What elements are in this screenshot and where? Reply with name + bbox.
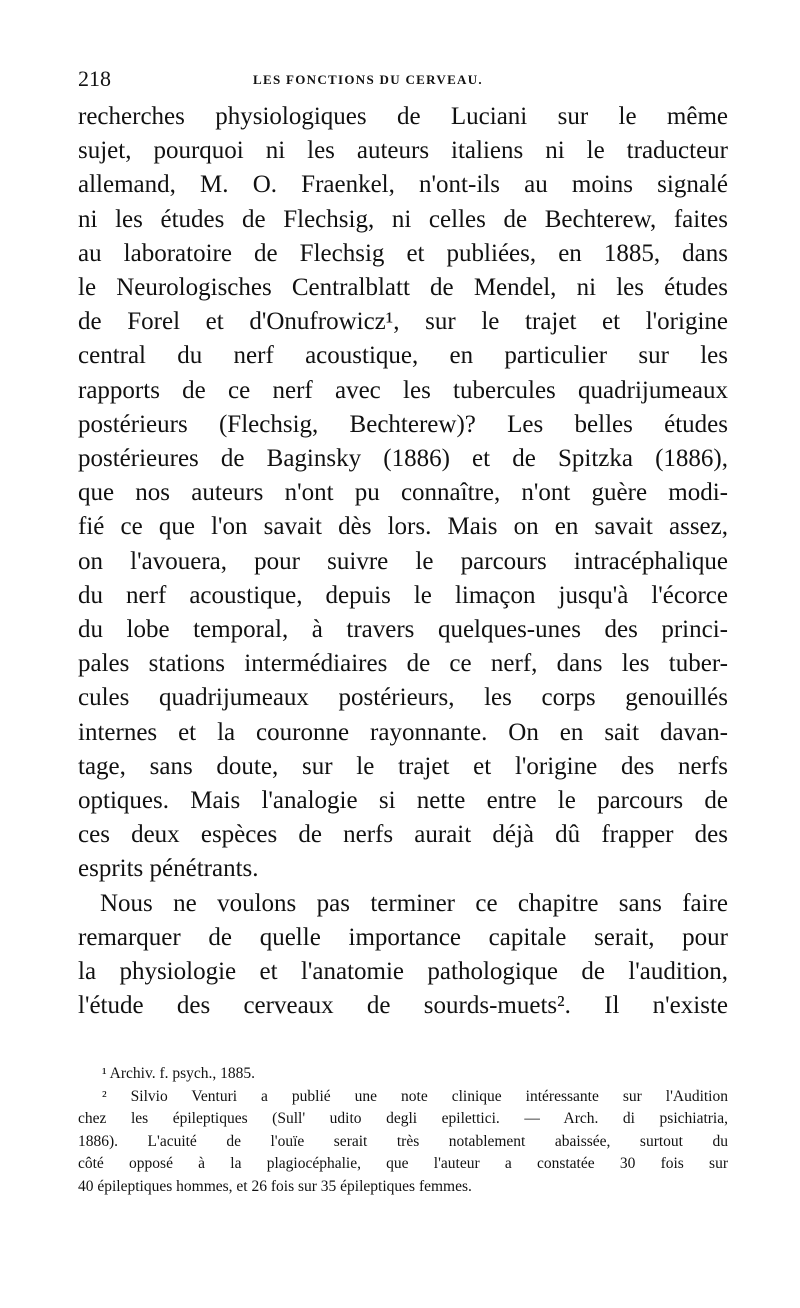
text-line: la physiologie et l'anatomie pathologique de l'audition, (78, 958, 728, 986)
text-line: cules quadrijumeaux postérieurs, les corps genouillés (78, 684, 728, 712)
text-line: recherches physiologiques de Luciani sur le même (78, 103, 728, 130)
footnote-line: ² Silvio Venturi a publié une note clinique intéressante sur l'Audition (102, 1087, 728, 1105)
text-line: central du nerf acoustique, en particulier sur les (78, 342, 728, 370)
footnote-line: 1886). L'acuité de l'ouïe serait très notablement abaissée, surtout du (78, 1132, 728, 1150)
text-line: remarquer de quelle importance capitale serait, pour (78, 923, 728, 951)
text-line: postérieurs (Flechsig, Bechterew)? Les belles études (78, 410, 728, 438)
text-line: de Forel et d'Onufrowicz¹, sur le trajet et l'origine (78, 308, 728, 336)
body-text (78, 100, 728, 1023)
book-page (78, 60, 728, 1198)
text-line: du lobe temporal, à travers quelques-unes des princi- (78, 616, 728, 644)
text-line: sujet, pourquoi ni les auteurs italiens ni le traducteur (78, 137, 728, 165)
text-line: rapports de ce nerf avec les tubercules quadrijumeaux (78, 376, 728, 404)
text-line: postérieures de Baginsky (1886) et de Spitzka (1886), (78, 445, 728, 473)
text-line: ni les études de Flechsig, ni celles de Bechterew, faites (78, 205, 728, 233)
footnote-line: chez les épileptiques (Sull' udito degli epilettici. — Arch. di psichiatria, (78, 1110, 728, 1128)
text-line: esprits pénétrants. (78, 855, 259, 883)
footnote-line: ¹ Archiv. f. psych., 1885. (102, 1065, 256, 1083)
text-line: pales stations intermédiaires de ce nerf, dans les tuber- (78, 650, 728, 678)
paragraph-1 (78, 100, 728, 887)
text-line: du nerf acoustique, depuis le limaçon jusqu'à l'écorce (78, 581, 728, 609)
footnote-line: côté opposé à la plagiocéphalie, que l'auteur a constatée 30 fois sur (78, 1155, 728, 1173)
running-head (78, 60, 728, 100)
text-line: le Neurologisches Centralblatt de Mendel, ni les études (78, 274, 728, 302)
footnotes (78, 1063, 728, 1198)
text-line: Nous ne voulons pas terminer ce chapitre sans faire (100, 889, 728, 917)
paragraph-2 (78, 887, 728, 1024)
text-line: fié ce que l'on savait dès lors. Mais on en savait assez, (78, 513, 728, 541)
footnote-line: 40 épileptiques hommes, et 26 fois sur 35 épileptiques femmes. (78, 1177, 472, 1195)
text-line: tage, sans doute, sur le trajet et l'origine des nerfs (78, 752, 728, 780)
text-line: ces deux espèces de nerfs aurait déjà dû frapper des (78, 821, 728, 849)
text-line: optiques. Mais l'analogie si nette entre le parcours de (78, 787, 728, 815)
text-line: au laboratoire de Flechsig et publiées, en 1885, dans (78, 239, 728, 267)
page-number: 218 (78, 66, 111, 91)
text-line: internes et la couronne rayonnante. On en sait davan- (78, 718, 728, 746)
text-line: on l'avouera, pour suivre le parcours intracéphalique (78, 547, 728, 575)
running-title: LES FONCTIONS DU CERVEAU. (253, 72, 483, 87)
text-line: que nos auteurs n'ont pu connaître, n'ont guère modi- (78, 479, 728, 507)
text-line: allemand, M. O. Fraenkel, n'ont-ils au moins signalé (78, 171, 728, 199)
text-line: l'étude des cerveaux de sourds-muets². Il n'existe (78, 992, 728, 1020)
